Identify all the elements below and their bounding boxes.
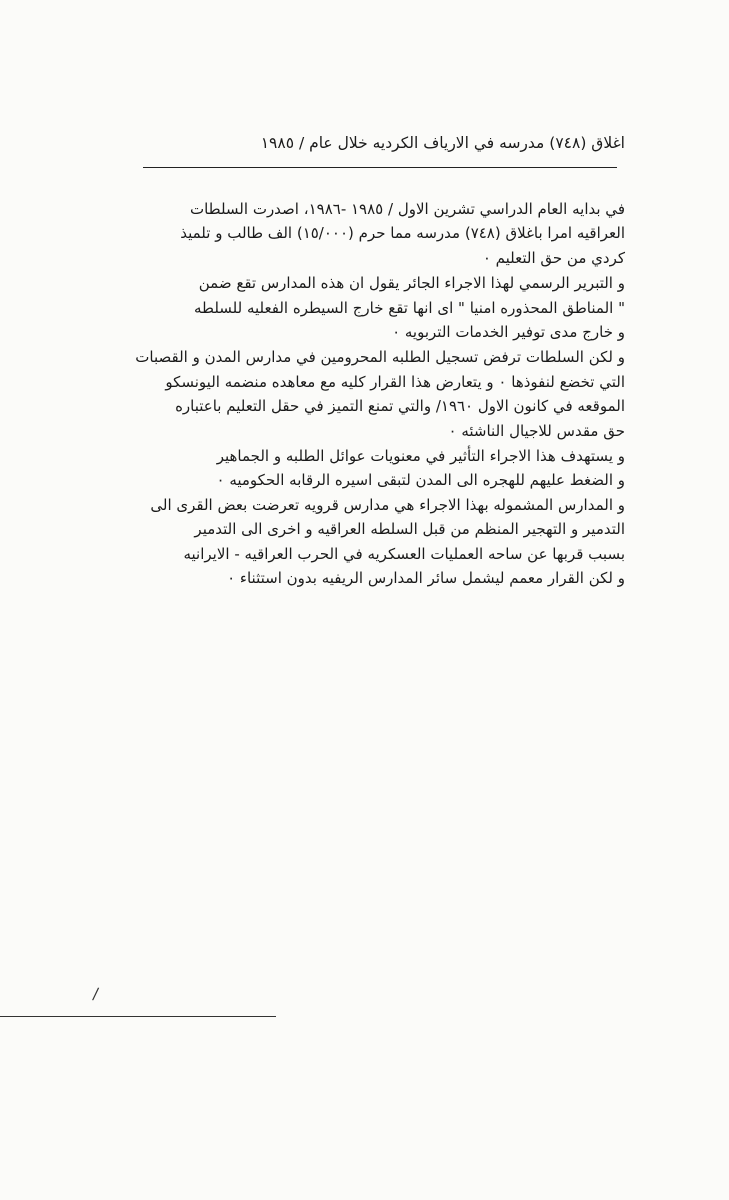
text-line: و خارج مدى توفير الخدمات التربويه ٠ <box>392 323 625 342</box>
text-line: التدمير و التهجير المنظم من قبل السلطه العراقيه و اخرى الى التدمير <box>194 520 625 539</box>
text-line: العراقيه امرا باغلاق (٧٤٨) مدرسه مما حرم (١٥/٠٠٠) الف طالب و تلميذ <box>180 224 625 243</box>
text-line: و الضغط عليهم للهجره الى المدن لتبقى اسيره الرقابه الحكوميه ٠ <box>216 471 625 490</box>
text-line: و المدارس المشموله بهذا الاجراء هي مدارس قرويه تعرضت بعض القرى الى <box>150 495 625 514</box>
page-mark: / <box>91 983 100 1004</box>
text-line: و لكن السلطات ترفض تسجيل الطلبه المحرومين في مدارس المدن و القصبات <box>135 348 625 367</box>
document-title: اغلاق (٧٤٨) مدرسه في الارياف الكرديه خلال عام / ١٩٨٥ <box>260 134 625 152</box>
text-line: و التبرير الرسمي لهذا الاجراء الجائر يقول ان هذه المدارس تقع ضمن <box>198 274 625 293</box>
text-line: " المناطق المحذوره امنيا " اى انها تقع خارج السيطره الفعليه للسلطه <box>193 298 625 317</box>
paragraph-4 <box>95 444 625 590</box>
bottom-rule <box>0 1016 276 1017</box>
paragraph-2 <box>95 271 625 344</box>
text-line: كردي من حق التعليم ٠ <box>482 248 625 267</box>
paragraph-3 <box>95 345 625 443</box>
text-line: الموقعه في كانون الاول ١٩٦٠/ والتي تمنع التميز في حقل التعليم باعتباره <box>175 397 625 416</box>
document-body <box>95 197 625 591</box>
title-underline <box>143 167 617 168</box>
text-line: بسبب قربها عن ساحه العمليات العسكريه في الحرب العراقيه - الايرانيه <box>183 544 625 563</box>
text-line: و يستهدف هذا الاجراء التأثير في معنويات عوائل الطلبه و الجماهير <box>216 447 625 466</box>
text-line: التي تخضع لنفوذها ٠ و يتعارض هذا القرار كليه مع معاهده منضمه اليونسكو <box>165 372 625 391</box>
text-line: حق مقدس للاجيال الناشئه ٠ <box>448 421 625 440</box>
paragraph-1 <box>95 197 625 270</box>
text-line: في بدايه العام الدراسي تشرين الاول / ١٩٨٥ -١٩٨٦، اصدرت السلطات <box>189 200 625 218</box>
text-line: و لكن القرار معمم ليشمل سائر المدارس الريفيه بدون استثناء ٠ <box>227 569 625 588</box>
